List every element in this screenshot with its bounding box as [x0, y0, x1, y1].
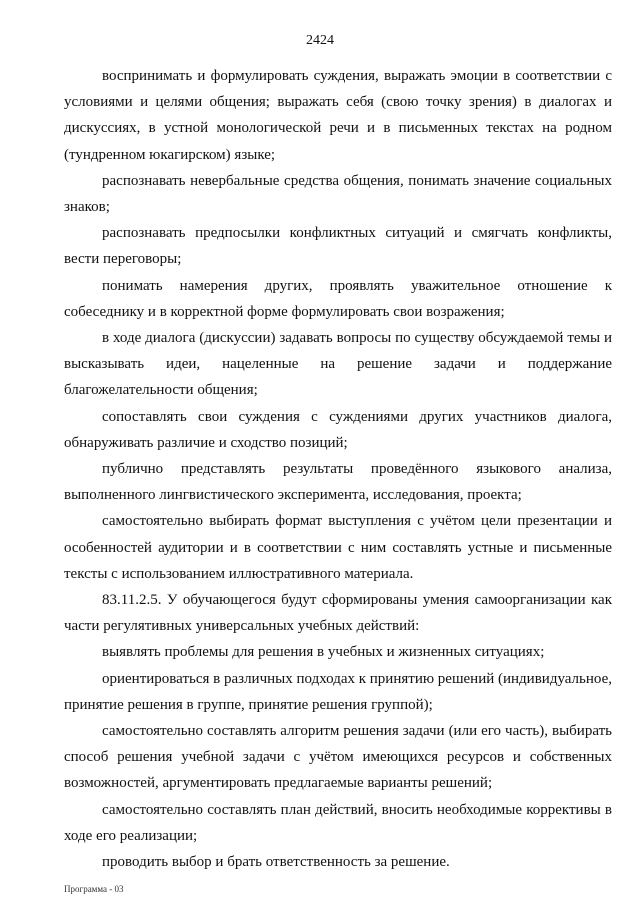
paragraph: распознавать невербальные средства общения, понимать значение социальных знаков;: [64, 172, 612, 216]
paragraph: понимать намерения других, проявлять уважительное отношение к собеседнику и в корректной форме формулировать свои возражения;: [64, 277, 612, 320]
paragraph: выявлять проблемы для решения в учебных и жизненных ситуациях;: [102, 644, 545, 661]
paragraph: проводить выбор и брать ответственность за решение.: [102, 854, 450, 871]
paragraph: самостоятельно составлять алгоритм решения задачи (или его часть), выбирать способ решения учебной задачи с учётом имеющихся ресурсов и собственных возможностей, аргументировать предлагаемые варианты решений;: [64, 723, 612, 792]
paragraph: в ходе диалога (дискуссии) задавать вопросы по существу обсуждаемой темы и высказывать идеи, нацеленные на решение задачи и поддержание благожелательности общения;: [64, 330, 612, 399]
page-number: 2424: [306, 33, 334, 48]
paragraph: самостоятельно составлять план действий, вносить необходимые коррективы в ходе его реализации;: [64, 801, 612, 844]
paragraph: публично представлять результаты проведённого языкового анализа, выполненного лингвистического эксперимента, исследования, проекта;: [64, 461, 612, 504]
section-heading-paragraph: 83.11.2.5. У обучающегося будут сформированы умения самоорганизации как части регулятивных универсальных учебных действий:: [64, 592, 612, 635]
page-content: [64, 63, 612, 875]
paragraph: распознавать предпосылки конфликтных ситуаций и смягчать конфликты, вести переговоры;: [64, 225, 612, 268]
page-footer: Программа - 03: [64, 884, 124, 894]
paragraph: воспринимать и формулировать суждения, выражать эмоции в соответствии с условиями и целями общения; выражать себя (свою точку зрения) в диалогах и дискуссиях, в устной монологической речи и в письменных текстах на родном (тундренном юкагирском) языке;: [64, 68, 612, 163]
paragraph: ориентироваться в различных подходах к принятию решений (индивидуальное, принятие решения в группе, принятие решения группой);: [64, 670, 612, 713]
paragraph: самостоятельно выбирать формат выступления с учётом цели презентации и особенностей аудитории и в соответствии с ним составлять устные и письменные тексты с использованием иллюстративного материала.: [64, 513, 612, 582]
paragraph: сопоставлять свои суждения с суждениями других участников диалога, обнаруживать различие и сходство позиций;: [64, 408, 612, 451]
